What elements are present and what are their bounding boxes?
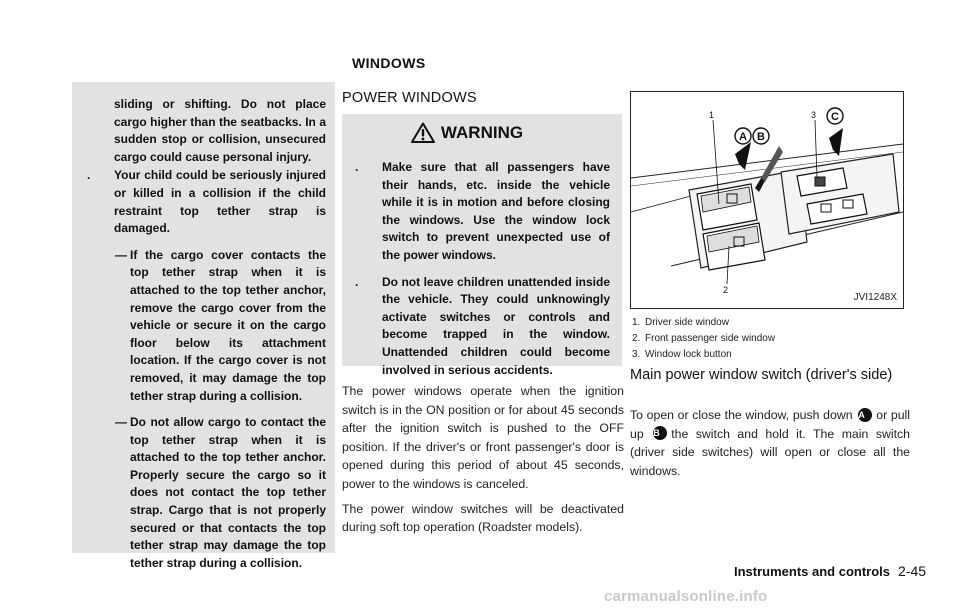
dash-text: Do not allow cargo to contact the top tether strap when it is attached to the top tether anchor. Properly secure the cargo so it does not contact the top tether strap. Cargo that is not properly secured or that contacts the top tether strap may damage the top tether strap during a collision.: [130, 415, 326, 570]
marker-b: B: [653, 426, 667, 440]
body-paragraph: The power window switches will be deactivated during soft top operation (Roadster models).: [342, 501, 624, 535]
list-item: [355, 274, 610, 380]
callout-a: A: [739, 131, 747, 143]
power-windows-heading: POWER WINDOWS: [342, 90, 477, 106]
figure-code: JVI1248X: [853, 292, 897, 303]
left-warning-text: [87, 96, 326, 572]
warning-text: Make sure that all passengers have their hands, etc. inside the vehicle while it is in motion and before closing the windows. Use the window lock switch to prevent unexpected use of the power windows.: [382, 160, 610, 262]
callout-c: C: [831, 111, 839, 123]
warning-header: [372, 122, 562, 143]
watermark: carmanualsonline.info: [604, 588, 768, 605]
warning-label: WARNING: [440, 122, 524, 142]
body-paragraph: To open or close the window, push down A or pull up B the switch and hold it. The main switch (driver side switches) will open or close all the windows.: [630, 408, 910, 478]
section-title: WINDOWS: [352, 55, 426, 71]
bullet-marker: .: [355, 160, 359, 174]
page-footer: [734, 563, 926, 579]
figure-captions: [632, 315, 775, 363]
list-item: [355, 159, 610, 265]
bullet-text: Your child could be seriously injured or killed in a collision if the child restraint top tether strap is damaged.: [114, 168, 326, 236]
warning-icon: [411, 122, 435, 143]
dash-text: If the cargo cover contacts the top tether strap when it is attached to the top tether anchor, remove the cargo cover from the vehicle or secure it on the cargo floor below its attachment location. If the cargo cover is not removed, it may damage the top tether strap during a collision.: [130, 247, 326, 403]
page-number: 2-45: [898, 563, 927, 579]
warning-text: Do not leave children unattended inside the vehicle. They could unknowingly activate switches or controls and become trapped in the window. Unattended children could become involved in serious accidents.: [382, 274, 610, 377]
list-item: [87, 247, 326, 405]
callout-2: 2: [723, 285, 729, 295]
bullet-marker: .: [87, 168, 91, 183]
body-paragraph: The power windows operate when the ignition switch is in the ON position or for about 45 seconds after the ignition switch is pushed to the OFF position. If the driver's or front passenger's door is opened during this period of about 45 seconds, power to the windows is canceled.: [342, 384, 624, 491]
warning-list: [355, 158, 610, 388]
marker-a: A: [858, 408, 872, 422]
callout-3: 3: [811, 110, 817, 120]
bullet-marker: .: [355, 274, 359, 289]
main-switch-body: [630, 406, 910, 480]
window-switch-illustration: [631, 92, 903, 308]
power-windows-body: [342, 382, 624, 543]
list-item: [87, 167, 326, 237]
list-item: [87, 414, 326, 572]
footer-section: Instruments and controls: [734, 564, 891, 579]
caption-item: 2. Front passenger side window: [632, 333, 776, 344]
callout-b: B: [757, 131, 765, 143]
callout-1: 1: [709, 110, 715, 120]
dash-marker: —: [115, 415, 127, 430]
caption-item: 3. Window lock button: [632, 349, 732, 360]
continuation-text: sliding or shifting. Do not place cargo higher than the seatbacks. In a sudden stop or collision, unsecured cargo could cause personal injury.: [114, 97, 326, 164]
main-switch-heading: Main power window switch (driver's side): [630, 367, 893, 383]
dash-marker: —: [115, 247, 127, 262]
caption-item: 1. Driver side window: [632, 317, 729, 328]
window-switch-figure: [630, 91, 904, 309]
